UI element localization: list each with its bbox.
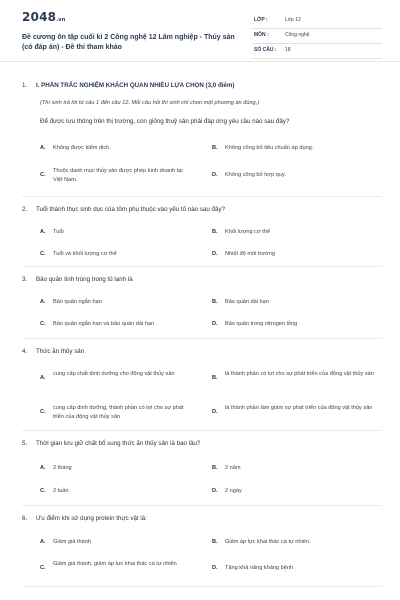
logo-suffix: .vn bbox=[56, 17, 66, 23]
option-letter: A. bbox=[40, 539, 46, 545]
option-letter: D. bbox=[212, 251, 218, 257]
option-text: cung cấp dinh dưỡng, thành phần có lợi cho sự phát triển của động vật thủy sản bbox=[53, 405, 184, 420]
option-letter: C. bbox=[40, 172, 46, 178]
option-letter: A. bbox=[40, 229, 46, 235]
divider bbox=[22, 586, 382, 587]
option-letter: D. bbox=[212, 488, 218, 494]
question-number: 1. bbox=[22, 82, 28, 89]
option-text: là thành phần có lợi cho sự phát triển của động vật thủy sản bbox=[225, 371, 374, 377]
option-text: Giảm áp lực khai thác cá tự nhiên. bbox=[225, 539, 311, 545]
option-text: Nhiệt độ môi trường bbox=[225, 251, 276, 257]
option-letter: A. bbox=[40, 299, 46, 305]
option-text: Khối lượng cơ thể bbox=[225, 229, 270, 235]
option-letter: A. bbox=[40, 465, 46, 471]
option-text: Bảo quản ngắn hạn và bảo quản dài hạn bbox=[53, 321, 155, 327]
option-text: Bảo quản dài hạn bbox=[225, 299, 269, 305]
option-text: Không công bố hợp quy. bbox=[225, 172, 286, 178]
info-key: MÔN : bbox=[254, 32, 269, 38]
info-row-count bbox=[252, 44, 382, 59]
info-value: 18 bbox=[285, 47, 291, 53]
question-text: Tuổi thành thục sinh dục của tôm phụ thuộc vào yếu tố nào sau đây? bbox=[36, 206, 225, 213]
logo-main: 2048 bbox=[22, 10, 57, 24]
info-value: Công nghệ bbox=[285, 32, 310, 38]
page-header bbox=[0, 0, 400, 62]
option-letter: A. bbox=[40, 145, 46, 151]
info-value: Lớp 12 bbox=[285, 17, 301, 23]
option-text: 2 tháng bbox=[53, 465, 72, 471]
option-letter: C. bbox=[40, 488, 46, 494]
question-number: 5. bbox=[22, 440, 28, 447]
question-number: 3. bbox=[22, 276, 28, 283]
divider bbox=[22, 196, 382, 197]
option-letter: D. bbox=[212, 172, 218, 178]
divider bbox=[22, 505, 382, 506]
option-text: Bảo quản ngắn hạn bbox=[53, 299, 102, 305]
option-text: Tuổi và khối lượng cơ thể bbox=[53, 251, 117, 257]
question-number: 6. bbox=[22, 515, 28, 522]
info-row-subject bbox=[252, 29, 382, 44]
question-text: Bảo quản tinh trùng trong tủ lạnh là bbox=[36, 276, 133, 283]
divider bbox=[22, 338, 382, 339]
option-text: Giảm giá thành bbox=[53, 539, 91, 545]
question-text: Để được lưu thông trên thị trường, con giống thuỷ sản phải đáp ứng yêu cầu nào sau đây? bbox=[40, 118, 290, 125]
info-panel bbox=[252, 14, 382, 59]
option-text: Không công bố tiêu chuẩn áp dụng. bbox=[225, 145, 314, 151]
option-letter: B. bbox=[212, 145, 218, 151]
option-letter: C. bbox=[40, 565, 46, 571]
option-text: 2 ngày bbox=[225, 488, 242, 494]
option-letter: C. bbox=[40, 251, 46, 257]
option-letter: D. bbox=[212, 409, 218, 415]
option-text: là thành phần làm giảm sự phát triển của động vật thủy sản bbox=[225, 405, 373, 411]
question-number: 4. bbox=[22, 348, 28, 355]
option-text: Thuộc danh mục thủy sản được phép kinh doanh tại Việt Nam. bbox=[53, 168, 183, 183]
section-title: I. PHẦN TRẮC NGHIỆM KHÁCH QUAN NHIỀU LỰA CHỌN (3,0 điểm) bbox=[36, 82, 235, 89]
option-letter: B. bbox=[212, 465, 218, 471]
question-text: Ưu điểm khi sử dụng protein thực vật là: bbox=[36, 515, 147, 522]
question-text: Thức ăn thủy sản bbox=[36, 348, 85, 355]
info-row-class bbox=[252, 14, 382, 29]
question-number: 2. bbox=[22, 206, 28, 213]
section-note: (Thí sinh trả lời từ câu 1 đến câu 12. Mỗi câu hỏi thí sinh chỉ chọn một phương án đúng.) bbox=[40, 100, 260, 106]
option-text: Tuổi bbox=[53, 229, 64, 235]
question-text: Thời gian lưu giữ chất bổ sung thức ăn thủy sản là bao lâu? bbox=[36, 440, 201, 447]
option-letter: B. bbox=[212, 229, 218, 235]
divider bbox=[22, 266, 382, 267]
document-title: Đề cương ôn tập cuối kì 2 Công nghệ 12 Lâm nghiệp - Thủy sản (có đáp án) - Đề thi tham khảo bbox=[22, 34, 235, 51]
divider bbox=[22, 430, 382, 431]
option-text: Bảo quản trong nitrogen lỏng bbox=[225, 321, 298, 327]
option-text: Tăng khả năng kháng bệnh bbox=[225, 565, 294, 571]
option-text: 2 tuần bbox=[53, 488, 69, 494]
option-letter: B. bbox=[212, 375, 218, 381]
option-letter: B. bbox=[212, 299, 218, 305]
option-letter: D. bbox=[212, 321, 218, 327]
info-key: SỐ CÂU : bbox=[254, 47, 277, 53]
site-logo[interactable] bbox=[22, 10, 66, 24]
option-text: Giảm giá thành, giảm áp lực khai thác cá tự nhiên bbox=[53, 561, 177, 567]
option-text: 2 năm bbox=[225, 465, 241, 471]
option-letter: A. bbox=[40, 375, 46, 381]
option-text: cung cấp chất dinh dưỡng cho động vật thủy sản bbox=[53, 371, 175, 377]
option-letter: C. bbox=[40, 321, 46, 327]
option-letter: C. bbox=[40, 409, 46, 415]
info-key: LỚP : bbox=[254, 17, 268, 23]
option-text: Không được kiểm dịch. bbox=[53, 145, 111, 151]
option-letter: D. bbox=[212, 565, 218, 571]
option-letter: B. bbox=[212, 539, 218, 545]
